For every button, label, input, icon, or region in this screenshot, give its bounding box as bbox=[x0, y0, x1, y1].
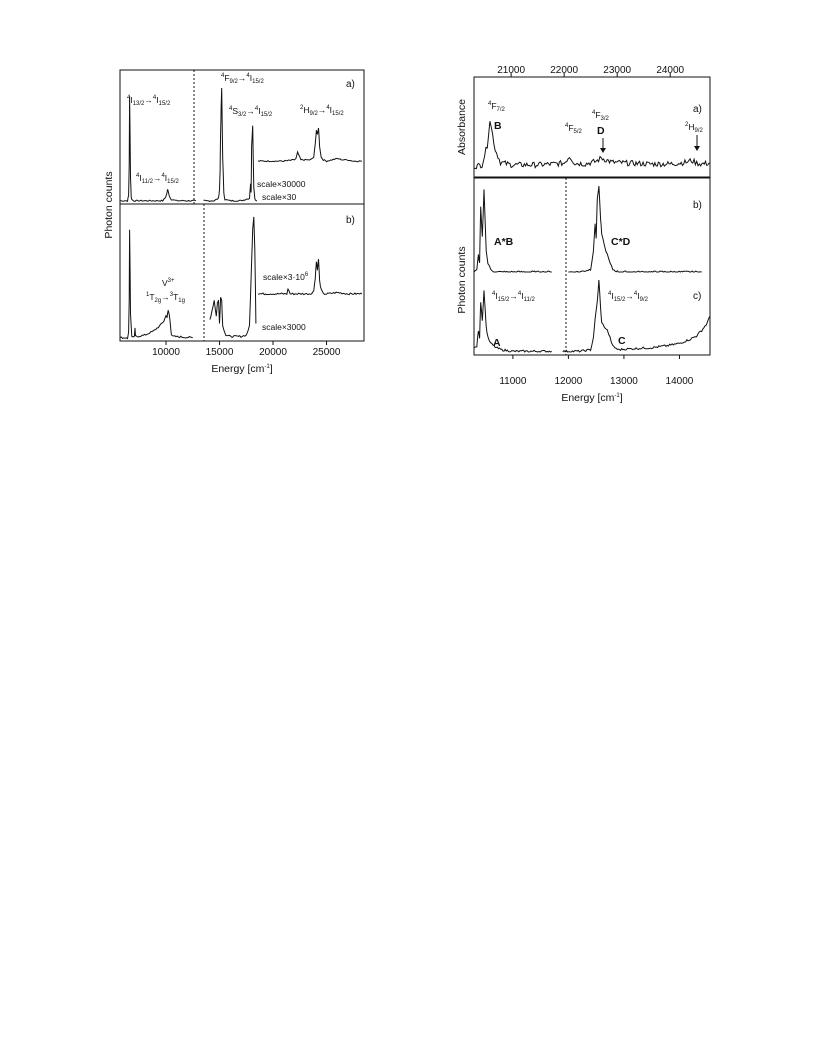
right-b-line-1 bbox=[568, 186, 701, 272]
right-panel-b-series bbox=[474, 186, 702, 272]
right-x-axis-title: Energy $[cm^{-1}]$ bbox=[561, 392, 623, 404]
left-ann-S3-to-I15: $^4S_{3/2}\to^4I_{15/2}$ bbox=[229, 106, 273, 118]
left-ann-I13-to-I15: $^4I_{13/2}\to^4I_{15/2}$ bbox=[127, 95, 171, 107]
left-x-tick-label-20000: 20000 bbox=[259, 347, 287, 358]
right-top-x-ticks bbox=[497, 65, 684, 77]
left-panel-a-frame bbox=[120, 70, 364, 204]
left-b-line-0 bbox=[120, 230, 193, 339]
right-a-line-0 bbox=[474, 121, 710, 168]
right-arrowhead-H bbox=[694, 146, 700, 151]
right-y-axis-title-bottom: Photon counts bbox=[456, 246, 468, 314]
left-x-tick-label-10000: 10000 bbox=[152, 347, 180, 358]
right-y-axis-title-top: Absorbance bbox=[456, 98, 468, 156]
right-ann-B: B bbox=[494, 120, 502, 132]
right-ann-F3-label: $^4F_{3/2}$ bbox=[592, 110, 609, 122]
left-a-line-1 bbox=[204, 88, 258, 201]
right-ann-H9-label: $^2H_{9/2}$ bbox=[685, 122, 703, 134]
left-a-line-2 bbox=[258, 128, 362, 162]
left-b-line-1 bbox=[210, 217, 256, 337]
left-ann-I11-to-I15: $^4I_{11/2}\to^4I_{15/2}$ bbox=[136, 173, 179, 185]
left-x-tick-label-15000: 15000 bbox=[205, 347, 234, 358]
left-a-scale-low: scale×30 bbox=[262, 192, 297, 202]
right-top-x-tick-label-23000: 23000 bbox=[603, 65, 632, 76]
left-ann-V3plus: $V^{3+}$ bbox=[162, 278, 175, 288]
right-ann-I15-to-I11: $^4I_{15/2}\to^4I_{11/2}$ bbox=[492, 291, 535, 303]
right-bottom-x-tick-label-12000: 12000 bbox=[554, 376, 583, 387]
right-ann-D: D bbox=[597, 125, 605, 137]
left-a-scale-high: scale×30000 bbox=[257, 179, 306, 189]
right-panel-a-letter: a) bbox=[693, 104, 702, 115]
right-panel-a-frame bbox=[474, 77, 710, 177]
right-panel-b-letter: b) bbox=[693, 200, 702, 211]
left-panel-b-frame bbox=[120, 204, 364, 341]
right-b-line-0 bbox=[474, 189, 552, 272]
right-bottom-x-tick-label-13000: 13000 bbox=[610, 376, 638, 387]
right-ann-I15-to-I9: $^4I_{15/2}\to^4I_{9/2}$ bbox=[608, 291, 648, 303]
left-panel-b-letter: b) bbox=[346, 215, 355, 226]
left-panel-b-series bbox=[120, 217, 362, 339]
left-b-scale-high: $scale\times 3\cdot 10^6$ bbox=[263, 272, 309, 282]
right-ann-AB: A*B bbox=[494, 236, 514, 248]
left-x-ticks bbox=[152, 341, 341, 358]
left-y-axis-title: Photon counts bbox=[103, 171, 115, 239]
left-ann-T2g-to-T1g: $^1T_{2g}\to^3T_{1g}$ bbox=[146, 292, 185, 304]
right-ann-F7-label: $^4F_{7/2}$ bbox=[488, 101, 505, 113]
left-x-axis-title: Energy $[cm^{-1}]$ bbox=[211, 363, 273, 375]
right-top-x-tick-label-22000: 22000 bbox=[550, 65, 579, 76]
right-figure bbox=[456, 65, 710, 404]
right-bottom-x-ticks bbox=[499, 355, 693, 387]
left-b-scale-low: scale×3000 bbox=[262, 322, 306, 332]
right-top-x-tick-label-24000: 24000 bbox=[656, 65, 685, 76]
left-figure bbox=[103, 70, 364, 375]
left-x-tick-label-25000: 25000 bbox=[312, 347, 341, 358]
right-ann-A: A bbox=[493, 337, 501, 349]
right-arrowhead-D bbox=[600, 148, 606, 153]
right-ann-C: C bbox=[618, 335, 626, 347]
right-top-x-tick-label-21000: 21000 bbox=[497, 65, 526, 76]
right-bottom-x-tick-label-14000: 14000 bbox=[665, 376, 694, 387]
right-panel-c-letter: c) bbox=[693, 291, 702, 302]
right-ann-CD: C*D bbox=[611, 236, 631, 248]
right-bottom-x-tick-label-11000: 11000 bbox=[499, 376, 527, 387]
left-panel-a-letter: a) bbox=[346, 79, 355, 90]
right-panel-bc-frame bbox=[474, 178, 710, 355]
left-ann-H9-to-I15: $^2H_{9/2}\to^4I_{15/2}$ bbox=[300, 105, 344, 117]
left-ann-F9-to-I15: $^4F_{9/2}\to^4I_{15/2}$ bbox=[221, 73, 264, 85]
right-ann-F5-label: $^4F_{5/2}$ bbox=[565, 123, 582, 135]
right-panel-a-series bbox=[474, 121, 710, 168]
left-a-line-0 bbox=[120, 96, 196, 201]
